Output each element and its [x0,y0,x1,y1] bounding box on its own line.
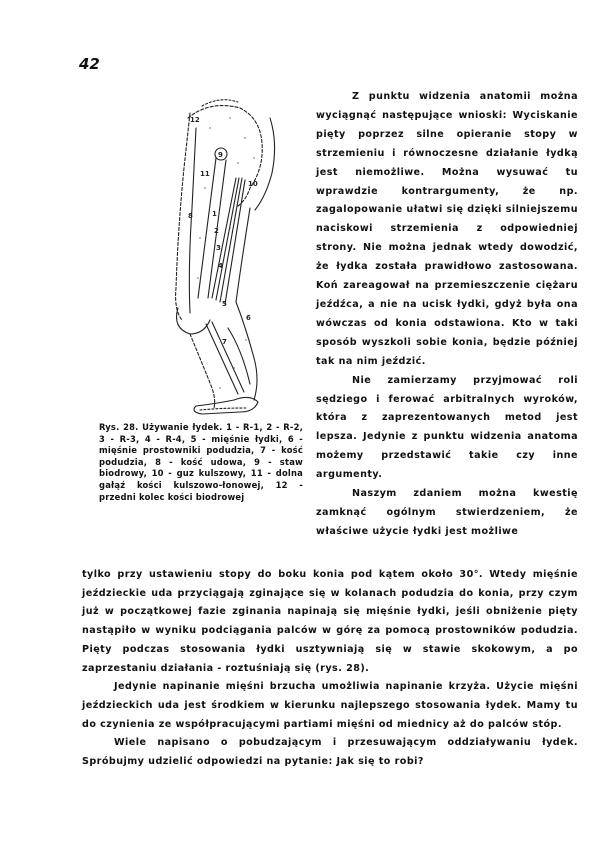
right-column-text [316,88,578,542]
figure-label-2: 2 [214,227,219,235]
figure-label-11: 11 [200,170,210,178]
figure-label-1: 1 [212,210,217,218]
figure-label-12: 12 [190,116,200,124]
tibia [206,322,244,394]
shin-front [190,334,215,408]
paragraph: Nie zamierzamy przyjmować roli sędziego i ferować arbitralnych wyroków, która z zaprezentowanych metod jest lepsza. Jedynie z punktu widzenia anatoma możemy przedstawić takie czy inne argumenty. [316,374,578,481]
figure-label-10: 10 [248,180,258,188]
full-width-text [82,566,578,772]
figure-caption: Rys. 28. Używanie łydek. 1 - R-1, 2 - R-2, 3 - R-3, 4 - R-4, 5 - mięśnie łydki, 6 - mięśnie prostowniki podudzia, 7 - kość podudzia, 8 - kość udowa, 9 - staw biodrowy, 10 - guz kulszowy, 11 - dolna gałąź kości kulszowo-łonowej, 12 - przedni kolec kości biodrowej [99,422,303,502]
calf-muscle [228,328,250,384]
foot-sole [200,408,246,410]
paragraph: Naszym zdaniem można kwestię zamknąć ogólnym stwierdzeniem, że właściwe użycie łydki jest możliwe [316,488,578,537]
thigh-inner [189,128,196,313]
figure-label-3: 3 [216,244,221,252]
paragraph: Jedynie napinanie mięśni brzucha umożliwia napinanie krzyża. Użycie mięśni jeździeckich uda jest środkiem w kierunku najlepszego stosowania łydek. Mamy tu do czynienia ze współpracującymi partiami mięśni od miednicy aż do palców stóp. [82,681,578,730]
figure-label-6: 6 [246,314,251,322]
femur [198,158,226,298]
knee [177,308,211,334]
page-number: 42 [79,55,100,73]
figure-label-9: 9 [218,151,223,159]
paragraph: tylko przy ustawieniu stopy do boku konia pod kątem około 30°. Wtedy mięśnie jeździeckie uda przyciągają zginające się w kolanach podudzia do konia, przy czym już w początkowej fazie zginania napinają się mięśnie łydki, jeśli obniżenie pięty nastąpiło w wyniku podciągania palców w górę za pomocą prostowników podudzia. Pięty podczas stosowania łydki usztywniają się w stawie skokowym, a po zaprzestaniu działania - roztuśniają się (rys. 28). [82,569,578,674]
figure-label-8: 8 [188,212,193,220]
leg-anatomy-illustration [150,88,300,418]
hip-back-outline [255,118,275,210]
figure-label-4: 4 [218,262,223,270]
foot [194,397,258,414]
figure-label-5: 5 [222,300,227,308]
figure-label-7: 7 [222,338,227,346]
figure-leg-anatomy [150,88,300,418]
paragraph: Z punktu widzenia anatomii można wyciągnąć następujące wnioski: Wyciskanie pięty poprzez silne opieranie stopy w strzemieniu i równoczesne działanie łydką jest niemożliwe. Można wysuwać tu wprawdzie kontrargumenty, że np. zagalopowanie ułatwi się dzięki silniejszemu naciskowi strzemienia z odpowiedniej strony. Nie można jednak wtedy dowodzić, że łydka została prawidłowo zastosowana. Koń zareagował na przemieszczenie ciężaru jeźdźca, a nie na ucisk łydki, gdyż była ona wówczas od konia odstawiona. Kto w taki sposób wyszkoli sobie konia, będzie później tak na nim jeździć. [316,91,578,367]
paragraph: Wiele napisano o pobudzającym i przesuwającym oddziaływaniu łydek. Spróbujmy udzielić odpowiedzi na pytanie: Jak się to robi? [82,737,578,768]
